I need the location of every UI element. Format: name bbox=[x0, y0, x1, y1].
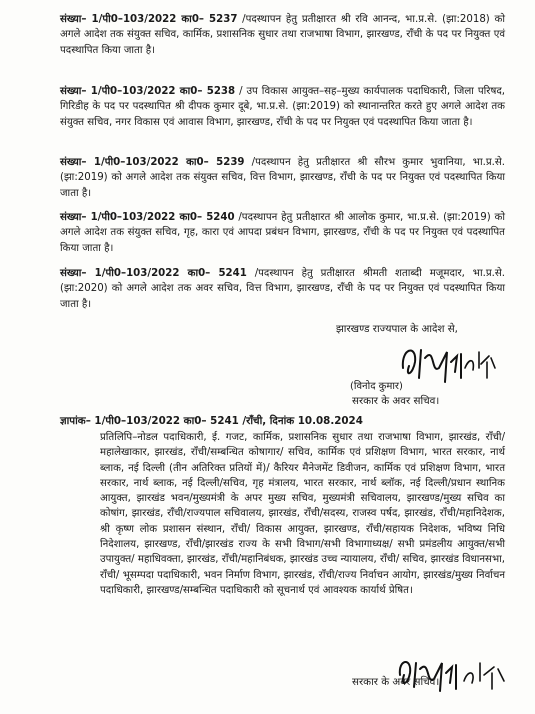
order-paragraph-5240 bbox=[60, 210, 505, 256]
order-paragraph-5238 bbox=[60, 84, 505, 130]
order-reference: संख्या– 1/पी0–103/2022 का0– 5240 bbox=[60, 212, 235, 223]
order-text: / उप विकास आयुक्त–सह–मुख्य कार्यपालक पदाधिकारी, जिला परिषद, गिरिडीह के पद पर पदस्थापित श्री दीपक कुमार दूबे, भा.प्र.से. (झा:2019) को स्थानान्तरित करते हुए अगले आदेश तक संयुक्त सचिव, नगर विकास एवं आवास विभाग, झारखण्ड, राँची के पद पर नियुक्त एवं पदस्थापित किया जाता है। bbox=[60, 86, 505, 128]
order-reference: संख्या– 1/पी0–103/2022 का0– 5239 bbox=[60, 157, 245, 168]
order-text: /पदस्थापन हेतु प्रतीक्षारत श्री सौरभ कुमार भुवानिया, भा.प्र.से. (झा:2019) को अगले आदेश तक संयुक्त सचिव, वित्त विभाग, झारखण्ड, राँची के पद पर नियुक्त एवं पदस्थापित किया जाता है। bbox=[60, 157, 505, 199]
order-text: /पदस्थापन हेतु प्रतीक्षारत श्री रवि आनन्द, भा.प्र.से. (झा:2018) को अगले आदेश तक संयुक्त सचिव, कार्मिक, प्रशासनिक सुधार तथा राजभाषा विभाग, झारखण्ड, राँची के पद पर नियुक्त एवं पदस्थापित किया जाता है। bbox=[60, 14, 505, 56]
memo-reference-line bbox=[60, 414, 363, 428]
memo-place-date: /राँची, दिनांक 10.08.2024 bbox=[238, 415, 363, 427]
order-paragraph-5237 bbox=[60, 12, 505, 58]
order-text: /पदस्थापन हेतु प्रतीक्षारत श्रीमती शताब्दी मजूमदार, भा.प्र.से. (झा:2020) को अगले आदेश तक अवर सचिव, वित्त विभाग, झारखण्ड, राँची के पद पर नियुक्त एवं पदस्थापित किया जाता है। bbox=[60, 268, 505, 310]
governor-order-line: झारखण्ड राज्यपाल के आदेश से, bbox=[336, 323, 458, 335]
order-reference: संख्या– 1/पी0–103/2022 का0– 5238 bbox=[60, 86, 236, 97]
signatory-designation: सरकार के अवर सचिव। bbox=[352, 395, 440, 407]
memo-reference: ज्ञापांक– 1/पी0–103/2022 का0– 5241 bbox=[60, 415, 239, 427]
order-paragraph-5241 bbox=[60, 266, 505, 312]
order-reference: संख्या– 1/पी0–103/2022 का0– 5237 bbox=[60, 14, 238, 25]
signature-image bbox=[395, 338, 505, 390]
order-text: /पदस्थापन हेतु प्रतीक्षारत श्री आलोक कुमार, भा.प्र.से. (झा:2019) को अगले आदेश तक संयुक्त सचिव, गृह, कारा एवं आपदा प्रबंधन विभाग, झारखण्ड, राँची के पद पर नियुक्त एवं पदस्थापित किया जाता है। bbox=[60, 212, 505, 254]
signatory-name: (विनोद कुमार) bbox=[350, 381, 403, 392]
order-reference: संख्या– 1/पी0–103/2022 का0– 5241 bbox=[60, 268, 247, 279]
memo-distribution-list: प्रतिलिपि–नोडल पदाधिकारी, ई. गजट, कार्मिक, प्रशासनिक सुधार तथा राजभाषा विभाग, झारखंड, राँची/महालेखाकार, झारखंड, राँची/सम्बन्धित कोषागार/ सचिव, कार्मिक एवं प्रशिक्षण विभाग, भारत सरकार, नार्थ ब्लाक, नई दिल्ली (तीन अतिरिक्त प्रतियों में)/ कैरियर मैनेजमेंट डिवीजन, कार्मिक एवं प्रशिक्षण विभाग, भारत सरकार, नार्थ ब्लाक, नई दिल्ली/सचिव, गृह मंत्रालय, भारत सरकार, नार्थ ब्लॉक, नई दिल्ली/प्रधान स्थानिक आयुक्त, झारखंड भवन/मुख्यमंत्री के अपर मुख्य सचिव, मुख्यमंत्री सचिवालय, झारखण्ड/मुख्य सचिव का कोषांग, झारखंड, राँची/राज्यपाल सचिवालय, झारखंड, राँची/सदस्य, राजस्व पर्षद, झारखंड, राँची/महानिदेशक, श्री कृष्ण लोक प्रशासन संस्थान, राँची/ विकास आयुक्त, झारखण्ड, राँची/सहायक निदेशक, भविष्य निधि निदेशालय, झारखण्ड, राँची/झारखंड राज्य के सभी विभाग/सभी विभागाध्यक्ष/ सभी प्रमंडलीय आयुक्त/सभी उपायुक्त/ महाधिवक्ता, झारखंड, राँची/महानिबंधक, झारखंड उच्च न्यायालय, राँची/ सचिव, झारखंड विधानसभा, राँची/ भूसम्पदा पदाधिकारी, भवन निर्माण विभाग, झारखंड, राँची/राज्य निर्वाचन आयोग, झारखंड/मुख्य निर्वाचन पदाधिकारी, झारखण्ड/सम्बन्धित पदाधिकारी को सूचनार्थ एवं आवश्यक कार्यार्थ प्रेषित। bbox=[100, 432, 505, 596]
memo-signatory-designation: सरकार के अवर सचिव। bbox=[352, 676, 440, 688]
order-paragraph-5239 bbox=[60, 155, 505, 201]
